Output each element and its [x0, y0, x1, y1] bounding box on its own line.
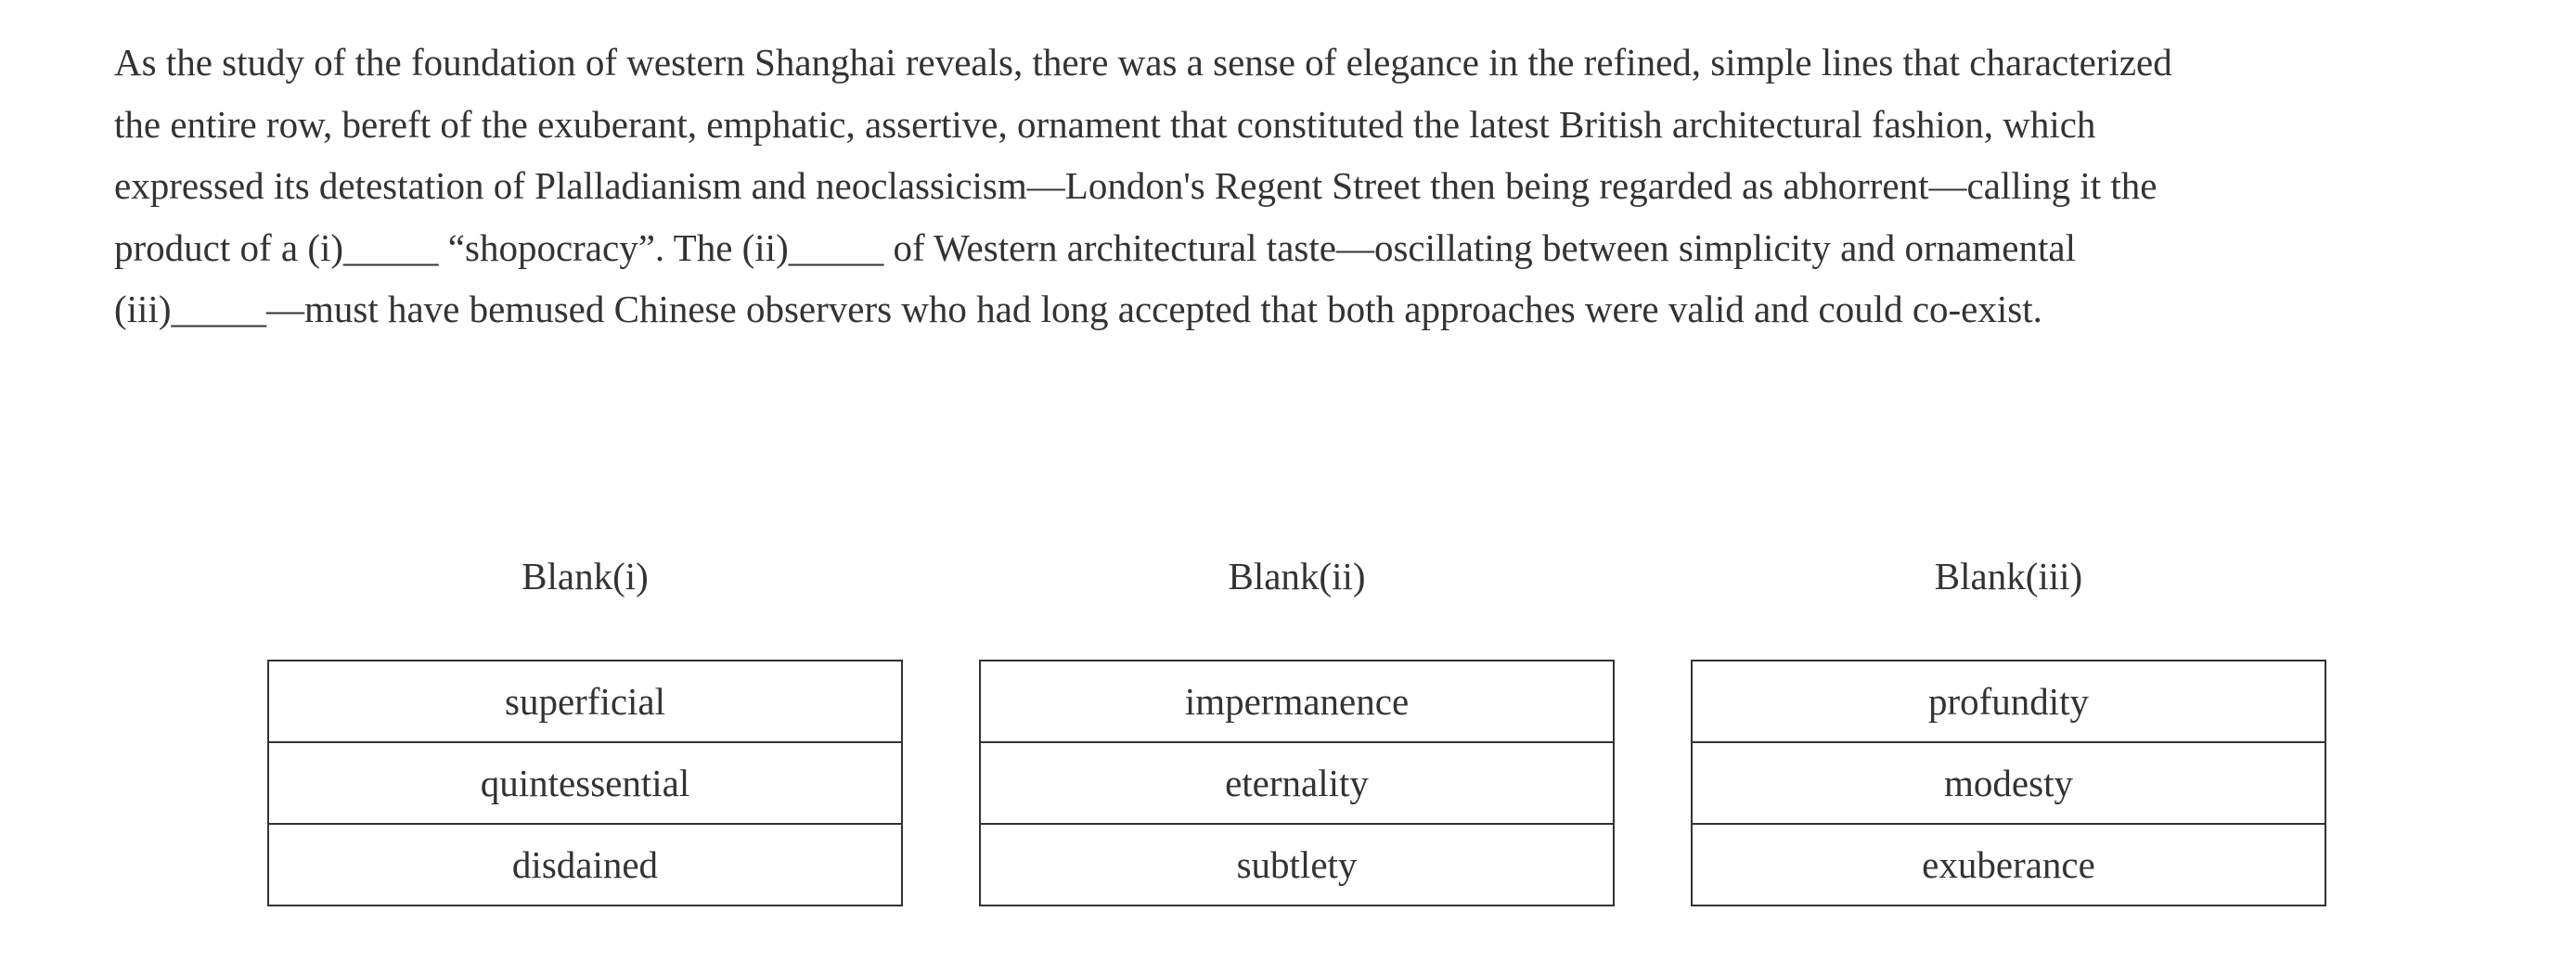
question-passage	[114, 32, 2490, 340]
blank-ii-option-eternality[interactable]: eternality	[980, 742, 1614, 824]
blank-i-option-disdained[interactable]: disdained	[268, 824, 902, 905]
blank-iii-options	[1691, 660, 2326, 906]
blank-ii-header: Blank(ii)	[1228, 555, 1366, 597]
passage-line: product of a (i)_____ “shopocracy”. The (ii)_____ of Western architectural taste—oscillating between simplicity and ornamental	[114, 225, 2076, 269]
blank-headers	[0, 546, 2576, 607]
blank-iii-option-exuberance[interactable]: exuberance	[1692, 824, 2325, 905]
blank-ii-option-subtlety[interactable]: subtlety	[980, 824, 1614, 905]
blank-ii-option-impermanence[interactable]: impermanence	[980, 661, 1614, 742]
passage-line: (iii)_____—must have bemused Chinese observers who had long accepted that both approaches were valid and could co-exist.	[114, 288, 2042, 330]
blank-i-options	[267, 660, 903, 906]
blank-i-header: Blank(i)	[522, 555, 649, 597]
passage-line: As the study of the foundation of western Shanghai reveals, there was a sense of elegance in the refined, simple lines that characterized	[114, 41, 2172, 83]
blank-iii-header: Blank(iii)	[1934, 555, 2083, 597]
passage-line: the entire row, bereft of the exuberant, emphatic, assertive, ornament that constituted the latest British architectural fashion, which	[114, 102, 2096, 146]
blank-i-option-superficial[interactable]: superficial	[268, 661, 902, 742]
passage-line: expressed its detestation of Plalladianism and neoclassicism—London's Regent Street then being regarded as abhorrent—calling it the	[114, 164, 2157, 207]
blank-ii-options	[979, 660, 1615, 906]
blank-i-option-quintessential[interactable]: quintessential	[268, 742, 902, 824]
blank-iii-option-modesty[interactable]: modesty	[1692, 742, 2325, 824]
blank-iii-option-profundity[interactable]: profundity	[1692, 661, 2325, 742]
